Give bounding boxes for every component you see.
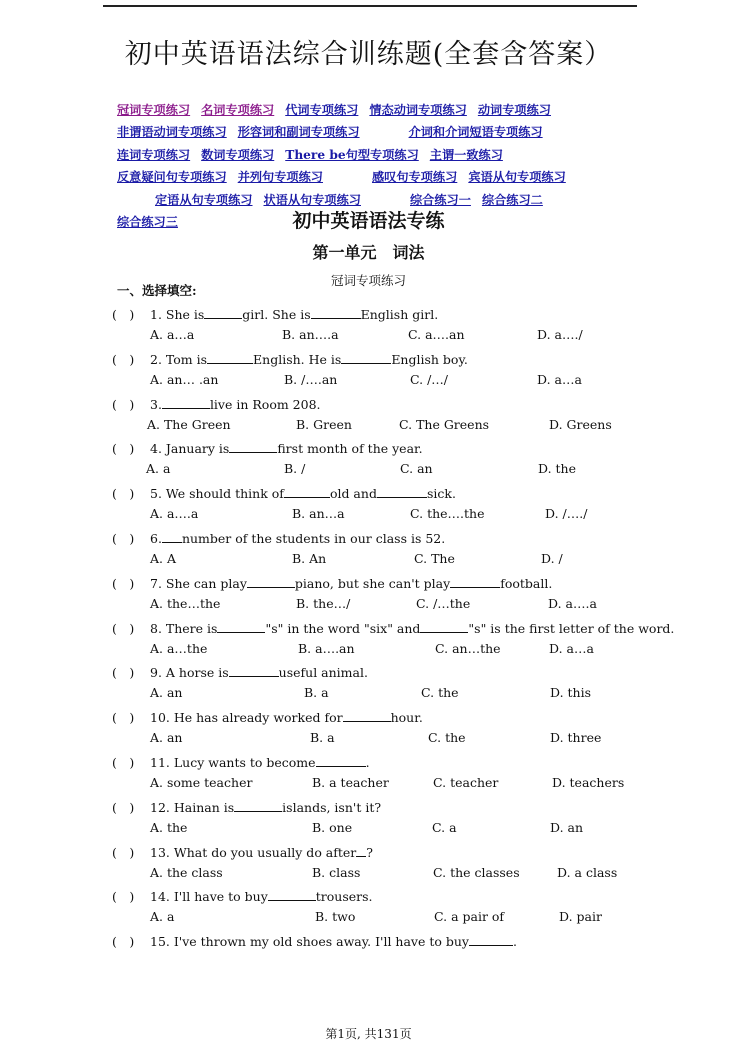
question-line xyxy=(112,305,438,323)
page-number: 第1页, 共131页 xyxy=(325,1027,412,1041)
question-text: English girl. xyxy=(360,307,439,322)
question-text: sick. xyxy=(426,486,456,502)
question-text: old and xyxy=(329,486,377,502)
answer-bracket[interactable]: ( ) xyxy=(112,889,135,905)
answer-bracket[interactable]: ( ) xyxy=(112,531,135,546)
answer-option: A. a…the xyxy=(150,640,208,656)
answer-option: A. a xyxy=(150,909,175,925)
question-text: 6. xyxy=(150,531,162,546)
answer-option: A. an xyxy=(150,730,183,746)
fill-in-blank[interactable] xyxy=(234,800,282,812)
topic-link[interactable]: 数词专项练习 xyxy=(201,147,275,162)
question-text: hour. xyxy=(390,710,423,726)
fill-in-blank[interactable] xyxy=(284,486,330,498)
question-line xyxy=(112,574,552,592)
answer-bracket[interactable]: ( ) xyxy=(112,575,135,591)
answer-option: A. The Green xyxy=(147,416,231,432)
question-text: . xyxy=(513,934,517,950)
answer-option: B. an….a xyxy=(282,327,339,342)
topic-link[interactable]: There be句型专项练习 xyxy=(285,147,419,162)
answer-option: C. The xyxy=(414,551,455,566)
answer-bracket[interactable]: ( ) xyxy=(112,486,135,502)
question-line xyxy=(112,887,373,905)
exercise-heading: 冠词专项练习 xyxy=(330,273,406,288)
fill-in-blank[interactable] xyxy=(207,352,253,364)
question-text: 14. I'll have to buy xyxy=(150,889,268,905)
topic-link[interactable]: 综合练习一 xyxy=(410,192,471,207)
topic-link[interactable]: 形容词和副词专项练习 xyxy=(237,125,360,140)
fill-in-blank[interactable] xyxy=(469,934,513,946)
answer-option: A. an xyxy=(150,685,183,701)
answer-bracket[interactable]: ( ) xyxy=(112,844,135,860)
answer-option: C. /…the xyxy=(416,595,471,611)
question-text: piano, but she can't play xyxy=(294,575,451,591)
question-text: 8. There is xyxy=(150,620,218,636)
topic-link[interactable]: 情态动词专项练习 xyxy=(369,103,467,117)
question-text: girl. She is xyxy=(242,307,311,322)
answer-option: B. a….an xyxy=(298,640,355,656)
answer-bracket[interactable]: ( ) xyxy=(112,710,135,726)
answer-bracket[interactable]: ( ) xyxy=(112,934,135,950)
question-text: 12. Hainan is xyxy=(150,799,235,815)
question-text: 10. He has already worked for xyxy=(150,710,343,726)
answer-option: D. a…a xyxy=(537,371,582,387)
question-text: useful animal. xyxy=(278,665,368,681)
question-text: football. xyxy=(500,575,553,591)
fill-in-blank[interactable] xyxy=(450,576,500,588)
question-text: 15. I've thrown my old shoes away. I'll have to buy xyxy=(150,934,469,950)
topic-link[interactable]: 并列句专项练习 xyxy=(237,170,323,185)
answer-option: A. the xyxy=(150,819,188,835)
answer-option: C. the….the xyxy=(410,506,485,522)
answer-option: D. Greens xyxy=(549,416,612,432)
answer-option: A. a….a xyxy=(150,506,199,522)
fill-in-blank[interactable] xyxy=(217,621,265,633)
answer-bracket[interactable]: ( ) xyxy=(112,755,135,770)
part-heading: 一、选择填空: xyxy=(117,283,197,298)
question-text: 7. She can play xyxy=(150,575,247,591)
answer-option: C. a xyxy=(432,819,457,835)
topic-link[interactable]: 定语从句专项练习 xyxy=(155,192,253,207)
question-text: 13. What do you usually do after xyxy=(150,844,357,860)
topic-link[interactable]: 主谓一致练习 xyxy=(429,147,503,162)
answer-option: D. teachers xyxy=(552,775,625,790)
answer-option: D. a…./ xyxy=(537,327,583,342)
fill-in-blank[interactable] xyxy=(356,845,366,857)
question-text: 11. Lucy wants to become xyxy=(150,755,316,770)
answer-option: D. / xyxy=(541,551,563,566)
answer-option: C. an…the xyxy=(435,640,501,656)
answer-option: D. this xyxy=(550,685,592,701)
answer-option: A. A xyxy=(150,551,177,566)
section-heading: 初中英语语法专练 xyxy=(292,210,445,232)
question-text: trousers. xyxy=(315,889,373,905)
answer-option: B. an…a xyxy=(292,506,345,522)
question-line xyxy=(112,798,381,816)
answer-option: B. one xyxy=(312,819,353,835)
answer-option: D. /…./ xyxy=(545,506,588,522)
question-text: "s" in the word "six" and xyxy=(265,620,421,636)
topic-link[interactable]: 动词专项练习 xyxy=(477,103,551,117)
answer-option: B. the…/ xyxy=(296,595,351,611)
answer-option: D. three xyxy=(550,730,602,746)
fill-in-blank[interactable] xyxy=(162,531,182,543)
answer-option: C. the xyxy=(428,730,466,746)
answer-option: C. the classes xyxy=(433,864,520,880)
answer-option: C. teacher xyxy=(433,775,499,790)
topic-link[interactable]: 介词和介词短语专项练习 xyxy=(408,125,543,140)
answer-bracket[interactable]: ( ) xyxy=(112,351,135,367)
answer-option: C. a….an xyxy=(408,327,465,342)
answer-bracket[interactable]: ( ) xyxy=(112,620,135,636)
question-text: . xyxy=(365,755,370,770)
question-line xyxy=(112,932,517,950)
question-text: 4. January is xyxy=(150,441,230,457)
topic-link[interactable]: 连词专项练习 xyxy=(117,147,191,162)
answer-bracket[interactable]: ( ) xyxy=(112,441,135,457)
fill-in-blank[interactable] xyxy=(343,710,391,722)
answer-option: C. /…/ xyxy=(410,371,448,387)
answer-option: D. the xyxy=(538,461,576,477)
answer-bracket[interactable]: ( ) xyxy=(112,799,135,815)
topic-link[interactable]: 状语从句专项练习 xyxy=(263,192,361,207)
fill-in-blank[interactable] xyxy=(341,352,391,364)
fill-in-blank[interactable] xyxy=(377,486,427,498)
answer-option: B. /….an xyxy=(284,371,338,387)
fill-in-blank[interactable] xyxy=(268,889,316,901)
fill-in-blank[interactable] xyxy=(229,665,279,677)
topic-link[interactable]: 综合练习三 xyxy=(117,215,178,230)
question-text: 1. She is xyxy=(150,307,205,322)
question-text: English boy. xyxy=(391,351,468,367)
topic-link[interactable]: 宾语从句专项练习 xyxy=(468,170,566,185)
answer-option: B. a xyxy=(304,685,329,701)
question-text: live in Room 208. xyxy=(209,396,321,412)
question-line xyxy=(112,350,468,368)
question-text: ? xyxy=(366,844,373,860)
answer-option: C. The Greens xyxy=(399,416,490,432)
fill-in-blank[interactable] xyxy=(420,621,468,633)
question-text: 9. A horse is xyxy=(150,665,229,681)
answer-option: D. pair xyxy=(559,909,602,925)
answer-option: B. An xyxy=(292,551,327,566)
answer-option: A. some teacher xyxy=(150,775,253,790)
answer-option: D. a class xyxy=(557,864,618,880)
answer-option: A. a xyxy=(146,461,171,477)
answer-bracket[interactable]: ( ) xyxy=(112,307,135,322)
question-line xyxy=(112,663,368,681)
question-text: English. He is xyxy=(253,351,342,367)
answer-option: C. a pair of xyxy=(434,909,505,925)
answer-option: A. an… .an xyxy=(150,371,219,387)
question-line xyxy=(112,843,373,861)
fill-in-blank[interactable] xyxy=(247,576,295,588)
answer-option: B. a xyxy=(310,730,335,746)
topic-link[interactable]: 冠词专项练习 xyxy=(117,103,191,117)
unit-heading: 第一单元 词法 xyxy=(312,243,425,262)
fill-in-blank[interactable] xyxy=(311,307,361,319)
question-text: 3. xyxy=(150,396,162,412)
topic-link[interactable]: 代词专项练习 xyxy=(285,103,359,117)
question-text: 5. We should think of xyxy=(150,486,284,502)
topic-link[interactable]: 感叹句专项练习 xyxy=(372,170,458,185)
answer-option: C. the xyxy=(421,685,459,701)
fill-in-blank[interactable] xyxy=(229,441,277,453)
question-line xyxy=(112,619,674,637)
question-line xyxy=(112,395,321,413)
topic-link[interactable]: 名词专项练习 xyxy=(201,103,275,117)
answer-option: B. a teacher xyxy=(312,775,389,790)
answer-option: B. / xyxy=(284,461,306,477)
question-line xyxy=(112,708,423,726)
question-line xyxy=(112,439,423,457)
answer-option: A. the…the xyxy=(150,595,221,611)
question-text: 2. Tom is xyxy=(150,351,208,367)
document-title: 初中英语语法综合训练题(全套含答案） xyxy=(124,39,613,70)
fill-in-blank[interactable] xyxy=(316,755,366,767)
answer-bracket[interactable]: ( ) xyxy=(112,396,135,412)
top-rule xyxy=(103,5,637,7)
answer-bracket[interactable]: ( ) xyxy=(112,665,135,681)
question-line xyxy=(112,529,445,547)
answer-option: B. Green xyxy=(296,416,352,432)
answer-option: B. two xyxy=(315,909,356,925)
answer-option: A. the class xyxy=(150,864,223,880)
question-text: first month of the year. xyxy=(277,441,423,457)
answer-option: B. class xyxy=(312,864,361,880)
fill-in-blank[interactable] xyxy=(204,307,242,319)
question-text: islands, isn't it? xyxy=(282,799,382,815)
answer-option: C. an xyxy=(400,461,433,477)
question-text: "s" is the first letter of the word. xyxy=(468,620,675,636)
topic-link[interactable]: 非谓语动词专项练习 xyxy=(117,125,227,140)
answer-option: D. an xyxy=(550,819,584,835)
fill-in-blank[interactable] xyxy=(162,397,210,409)
answer-option: A. a…a xyxy=(150,327,195,342)
question-text: number of the students in our class is 52. xyxy=(181,531,446,546)
question-line xyxy=(112,484,456,502)
answer-option: D. a…a xyxy=(549,640,594,656)
topic-link[interactable]: 反意疑问句专项练习 xyxy=(117,170,227,185)
question-line xyxy=(112,753,370,771)
answer-option: D. a….a xyxy=(548,595,597,611)
topic-link[interactable]: 综合练习二 xyxy=(481,192,543,207)
